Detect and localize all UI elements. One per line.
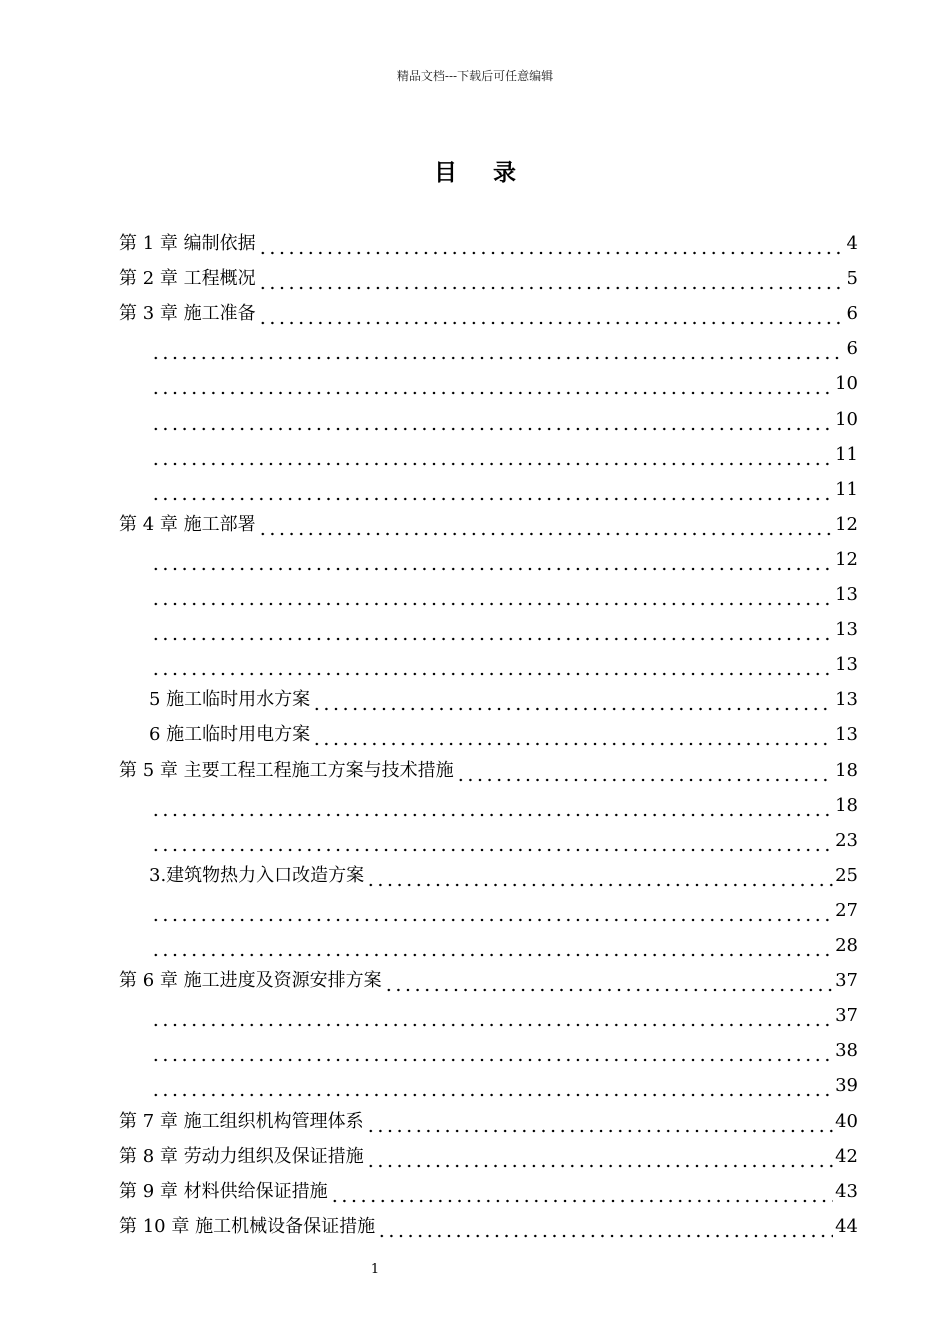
toc-entry[interactable]: [149, 405, 858, 435]
toc-entry-page: 25: [835, 864, 858, 886]
toc-dot-leader: [312, 689, 833, 711]
toc-entry[interactable]: [149, 791, 858, 821]
toc-entry[interactable]: [149, 369, 858, 399]
toc-entry-text: 5 施工临时用水方案: [149, 689, 311, 711]
toc-entry[interactable]: [149, 1036, 858, 1066]
toc-entry[interactable]: [149, 334, 858, 364]
toc-entry[interactable]: [149, 685, 858, 715]
header-note: 精品文档---下载后可任意编辑: [396, 69, 554, 83]
toc-entry[interactable]: [119, 299, 858, 329]
toc-entry[interactable]: [149, 826, 858, 856]
toc-entry[interactable]: [119, 229, 858, 259]
toc-dot-leader: [258, 303, 845, 325]
toc-entry[interactable]: [149, 545, 858, 575]
toc-entry[interactable]: [149, 861, 858, 891]
toc-dot-leader: [151, 444, 833, 466]
toc-entry-page: 12: [835, 548, 858, 570]
toc-entry-page: 42: [835, 1145, 858, 1167]
toc-entry-text: 第 8 章 劳动力组织及保证措施: [119, 1145, 364, 1167]
toc-entry-text: 第 2 章 工程概况: [119, 268, 256, 290]
toc-entry-page: 6: [846, 338, 858, 360]
toc-dot-leader: [151, 584, 833, 606]
toc-dot-leader: [151, 338, 845, 360]
toc-entry-page: 43: [835, 1180, 858, 1202]
toc-dot-leader: [330, 1181, 833, 1203]
toc-entry-page: 37: [835, 1005, 858, 1027]
toc-entry-page: 13: [835, 654, 858, 676]
toc-entry-page: 4: [846, 233, 858, 254]
toc-entry-page: 23: [835, 829, 858, 851]
toc-dot-leader: [151, 795, 833, 817]
toc-entry-page: 10: [835, 373, 858, 395]
toc-entry-page: 6: [846, 303, 858, 325]
toc-entry-page: 38: [835, 1040, 858, 1062]
toc-dot-leader: [151, 1005, 833, 1027]
toc-entry[interactable]: [119, 510, 858, 540]
toc-entry-page: 18: [835, 759, 858, 781]
toc-entry-text: 第 9 章 材料供给保证措施: [119, 1180, 328, 1202]
toc-dot-leader: [151, 900, 833, 922]
toc-dot-leader: [258, 233, 845, 255]
toc-entry[interactable]: [149, 650, 858, 680]
toc-entry-text: 6 施工临时用电方案: [149, 724, 311, 746]
toc-entry[interactable]: [149, 615, 858, 645]
toc-dot-leader: [151, 479, 833, 501]
toc-entry[interactable]: [149, 720, 858, 750]
toc-entry-page: 28: [835, 935, 858, 956]
toc-entry-page: 27: [835, 899, 858, 921]
toc-dot-leader: [151, 1040, 833, 1062]
toc-dot-leader: [456, 760, 833, 782]
toc-dot-leader: [312, 724, 833, 746]
toc-dot-leader: [258, 514, 833, 536]
toc-entry-page: 11: [835, 478, 858, 500]
toc-dot-leader: [384, 970, 833, 992]
toc-entry-page: 44: [835, 1215, 858, 1237]
toc-entry-page: 12: [835, 513, 858, 535]
toc-entry-page: 37: [835, 970, 858, 992]
toc-entry-text: 第 7 章 施工组织机构管理体系: [119, 1110, 364, 1132]
toc-entry-page: 13: [835, 724, 858, 746]
toc-dot-leader: [151, 654, 833, 676]
toc-entry-page: 40: [835, 1110, 858, 1132]
toc-dot-leader: [377, 1216, 833, 1238]
toc-entry[interactable]: [149, 580, 858, 610]
toc-entry[interactable]: [149, 475, 858, 505]
toc-entry-page: 13: [835, 584, 858, 605]
toc-entry[interactable]: [149, 440, 858, 470]
toc-dot-leader: [366, 1146, 833, 1168]
toc-entry-text: 第 4 章 施工部署: [119, 513, 256, 535]
toc-entry[interactable]: [119, 1107, 858, 1137]
toc-entry-page: 11: [835, 443, 858, 465]
toc-entry-text: 第 1 章 编制依据: [119, 233, 256, 254]
toc-entry-page: 13: [835, 619, 858, 641]
toc-entry[interactable]: [149, 1001, 858, 1031]
toc-dot-leader: [151, 830, 833, 852]
toc-entry[interactable]: [119, 1177, 858, 1207]
toc-entry[interactable]: [119, 966, 858, 996]
toc-entry[interactable]: [149, 1071, 858, 1101]
toc-entry[interactable]: [149, 896, 858, 926]
toc-entry[interactable]: [119, 1212, 858, 1242]
toc-entry-text: 第 10 章 施工机械设备保证措施: [119, 1215, 376, 1237]
toc-dot-leader: [151, 409, 833, 431]
toc-entry-page: 13: [835, 689, 858, 711]
page-title: 目 录: [433, 159, 530, 186]
toc-entry-text: 第 6 章 施工进度及资源安排方案: [119, 970, 382, 992]
toc-dot-leader: [258, 268, 845, 290]
toc-dot-leader: [151, 619, 833, 641]
toc-entry-text: 第 3 章 施工准备: [119, 303, 256, 325]
toc-entry-page: 39: [835, 1075, 858, 1097]
toc-entry[interactable]: [149, 931, 858, 961]
toc-entry[interactable]: [119, 264, 858, 294]
toc-entry-page: 18: [835, 794, 858, 816]
toc-dot-leader: [151, 1075, 833, 1097]
toc-entry[interactable]: [119, 756, 858, 786]
toc-dot-leader: [151, 373, 833, 395]
toc-entry-page: 5: [846, 268, 858, 290]
toc-entry-page: 10: [835, 408, 858, 430]
page-number: 1: [370, 1262, 380, 1277]
toc-dot-leader: [366, 1111, 833, 1133]
toc-entry-text: 第 5 章 主要工程工程施工方案与技术措施: [119, 759, 454, 781]
toc-entry[interactable]: [119, 1142, 858, 1172]
toc-dot-leader: [151, 549, 833, 571]
toc-dot-leader: [151, 935, 833, 957]
toc-dot-leader: [366, 865, 833, 887]
toc-entry-text: 3.建筑物热力入口改造方案: [149, 864, 365, 886]
